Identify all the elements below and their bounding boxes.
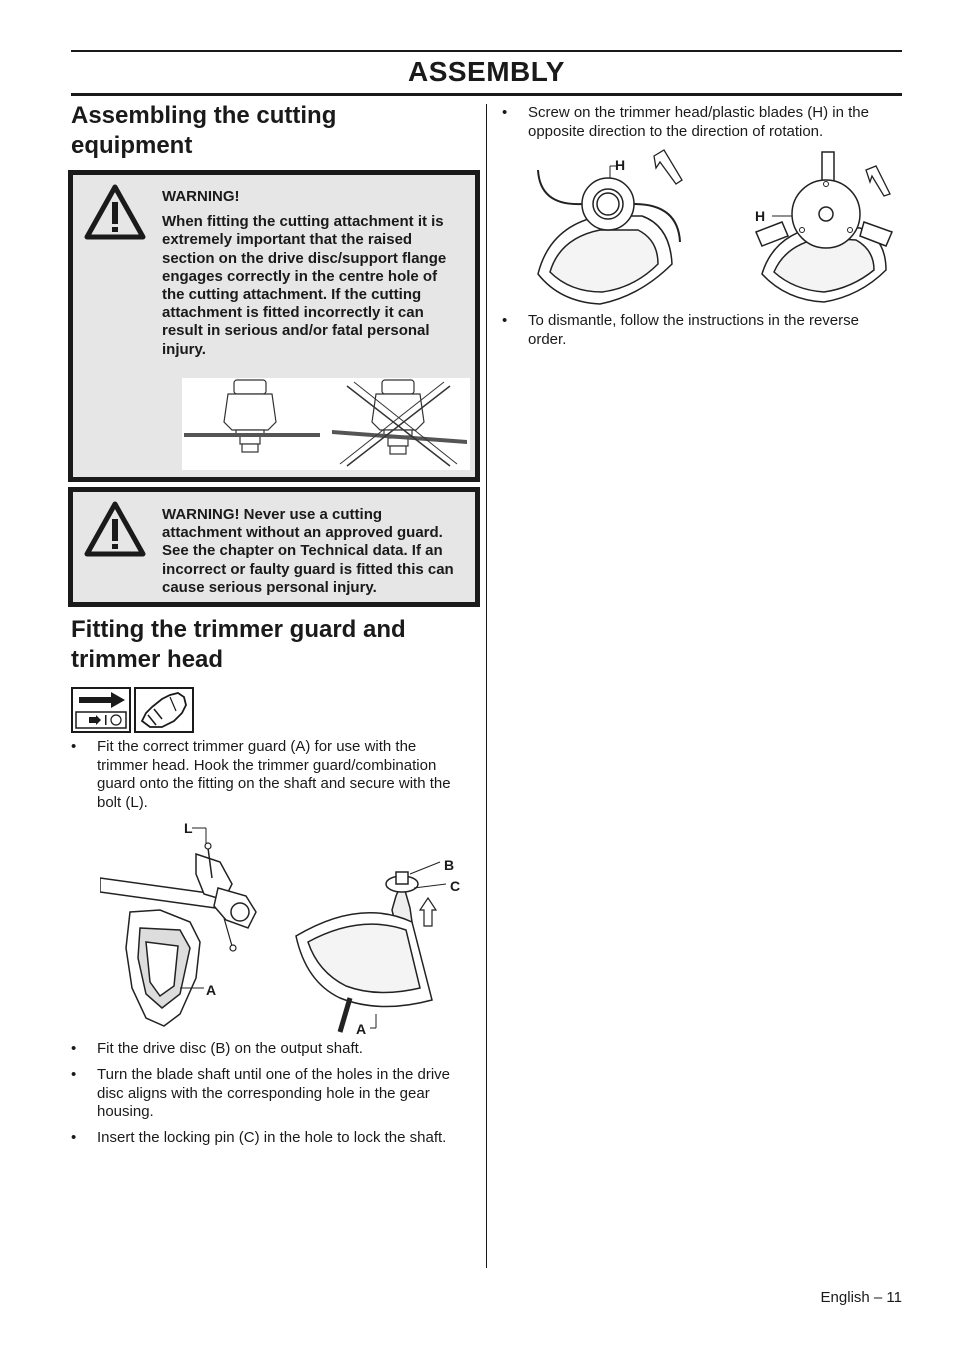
- title-underline: [71, 93, 902, 96]
- heading-assembling: Assembling the cutting equipment: [71, 102, 337, 159]
- section-title: ASSEMBLY: [407, 56, 565, 87]
- column-divider: [486, 104, 487, 1268]
- label-C: C: [450, 878, 461, 894]
- fitting-correct-incorrect-illustration: [182, 378, 470, 470]
- trimmer-guard-illustration: [100, 818, 470, 1040]
- heading-fitting-trimmer: Fitting the trimmer guard and trimmer head: [71, 616, 406, 673]
- top-rule: [71, 50, 902, 52]
- label-A-right: A: [356, 1021, 367, 1037]
- trimmer-head-illustration: [530, 146, 900, 306]
- label-H-left: H: [615, 157, 626, 173]
- label-H-right: H: [755, 208, 766, 224]
- label-L: L: [184, 820, 193, 836]
- warning-triangle-icon: [83, 500, 147, 558]
- book-arrow-icon: [71, 687, 131, 733]
- page-footer: English – 11: [820, 1289, 902, 1306]
- label-A-left: A: [206, 982, 217, 998]
- warning2-text: WARNING! Never use a cutting attachment without an approved guard. See the chapter on Technical data. If an incorrect or faulty guard is fitted this can cause serious personal injury.: [162, 506, 454, 596]
- label-B: B: [444, 857, 455, 873]
- warning-triangle-icon: [83, 183, 147, 241]
- glove-icon: [134, 687, 194, 733]
- warning1-text: WARNING! When fitting the cutting attachment it is extremely important that the raised section on the drive disc/support flange engages correctly in the centre hole of the cutting attachment. If the cutting attachment is fitted incorrectly it can result in serious and/or fatal personal injury.: [162, 188, 447, 358]
- warning-box-guard: [68, 487, 480, 607]
- warning-box-drive-disc: [68, 170, 480, 482]
